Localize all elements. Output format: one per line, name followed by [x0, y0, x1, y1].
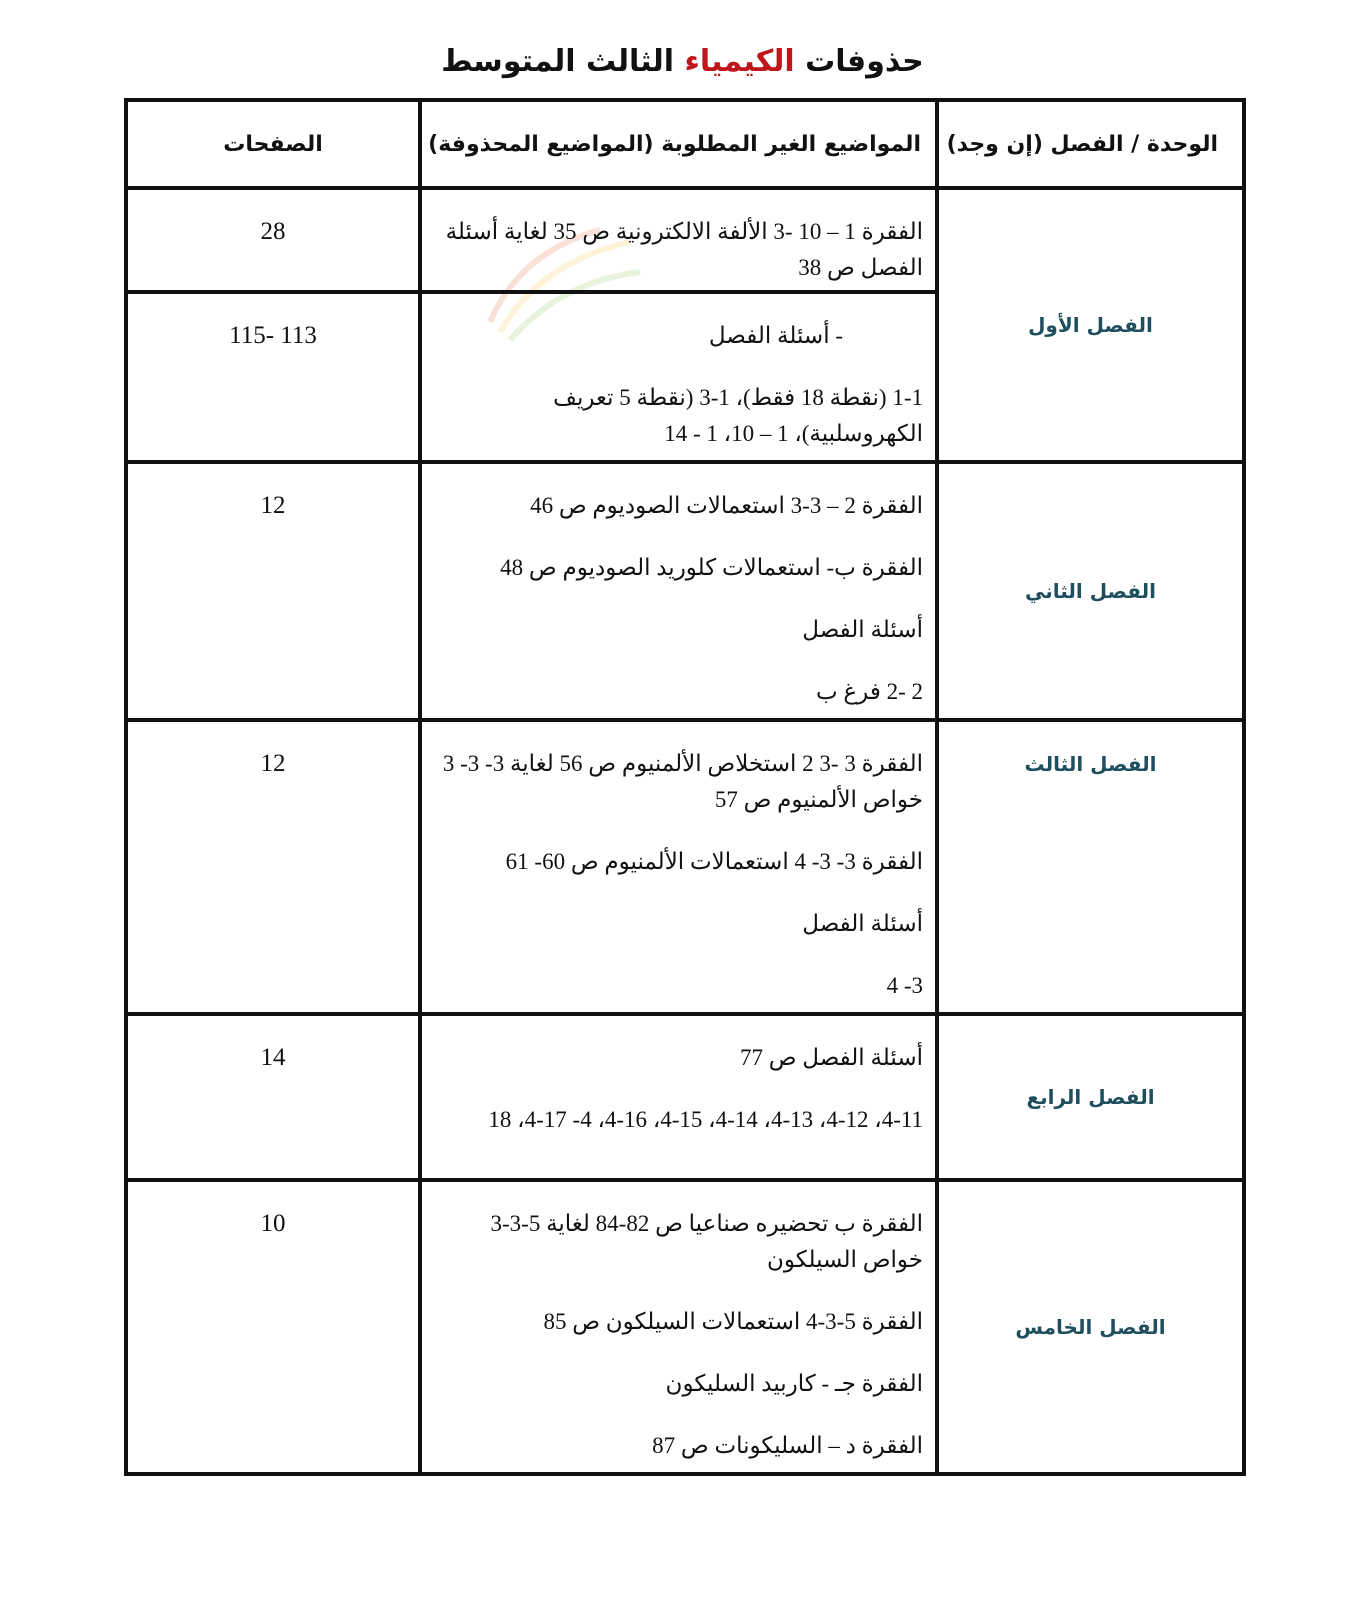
- unit-cell: الفصل الأول: [937, 188, 1244, 462]
- page-title: [0, 34, 1365, 90]
- pages-cell: 12: [126, 462, 420, 720]
- topics-cell: [420, 292, 937, 462]
- unit-cell: الفصل الرابع: [937, 1014, 1244, 1180]
- pages-cell: 113 -115: [126, 292, 420, 462]
- topics-cell: [420, 1180, 937, 1474]
- pages-cell: 12: [126, 720, 420, 1014]
- unit-cell: الفصل الثاني: [937, 462, 1244, 720]
- header-pages: الصفحات: [126, 100, 420, 188]
- topic-line: - أسئلة الفصل: [708, 323, 843, 348]
- table-row: [126, 1180, 1244, 1474]
- topic-line: 3- 4: [886, 973, 923, 998]
- topic-line: الفقرة 2 – 3-3 استعمالات الصوديوم ص 46: [530, 493, 923, 518]
- topic-line: 1-1 (نقطة 18 فقط)، 1-3 (نقطة 5 تعريف الكهروسلبية)، 1 – 10، 1 - 14: [553, 385, 923, 446]
- topic-line: الفقرة 1 – 10 -3 الألفة الالكترونية ص 35 لغاية أسئلة الفصل ص 38: [445, 219, 923, 280]
- table-header-row: [126, 100, 1244, 188]
- topic-line: 4-11، 4-12، 4-13، 4-14، 4-15، 4-16، 4- 4-17، 18: [488, 1107, 923, 1132]
- deleted-topics-table: [124, 98, 1246, 1476]
- table-row: [126, 188, 1244, 292]
- unit-cell: الفصل الثالث: [937, 720, 1244, 1014]
- topic-line: الفقرة 5-3-4 استعمالات السيلكون ص 85: [543, 1309, 923, 1334]
- header-unit: الوحدة / الفصل (إن وجد): [937, 100, 1244, 188]
- topic-line: أسئلة الفصل: [802, 617, 923, 642]
- pages-cell: 10: [126, 1180, 420, 1474]
- table-row: [126, 720, 1244, 1014]
- pages-cell: 28: [126, 188, 420, 292]
- topics-cell: [420, 1014, 937, 1180]
- table-row: [126, 462, 1244, 720]
- topic-line: أسئلة الفصل: [802, 911, 923, 936]
- header-topics: المواضيع الغير المطلوبة (المواضيع المحذوفة): [420, 100, 937, 188]
- title-part-before: حذوفات: [794, 44, 924, 80]
- topic-line: أسئلة الفصل ص 77: [739, 1045, 923, 1070]
- topics-cell: [420, 462, 937, 720]
- topic-line: الفقرة جـ - كاربيد السليكون: [665, 1371, 923, 1396]
- topic-line: الفقرة ب تحضيره صناعيا ص 82-84 لغاية 5-3-3 خواص السيلكون: [490, 1211, 923, 1272]
- topic-line: الفقرة 3- 3- 4 استعمالات الألمنيوم ص 60- 61: [505, 849, 923, 874]
- topic-line: الفقرة ب- استعمالات كلوريد الصوديوم ص 48: [500, 555, 923, 580]
- topic-line: الفقرة 3 -3 2 استخلاص الألمنيوم ص 56 لغاية 3- 3- 3 خواص الألمنيوم ص 57: [442, 751, 923, 812]
- title-part-after: الثالث المتوسط: [441, 44, 685, 80]
- topics-cell: [420, 188, 937, 292]
- title-accent: الكيمياء: [684, 44, 795, 80]
- table-row: [126, 1014, 1244, 1180]
- topic-line: 2 -2 فرغ ب: [816, 679, 923, 704]
- pages-cell: 14: [126, 1014, 420, 1180]
- unit-cell: الفصل الخامس: [937, 1180, 1244, 1474]
- topics-cell: [420, 720, 937, 1014]
- topic-line: الفقرة د – السليكونات ص 87: [652, 1433, 923, 1458]
